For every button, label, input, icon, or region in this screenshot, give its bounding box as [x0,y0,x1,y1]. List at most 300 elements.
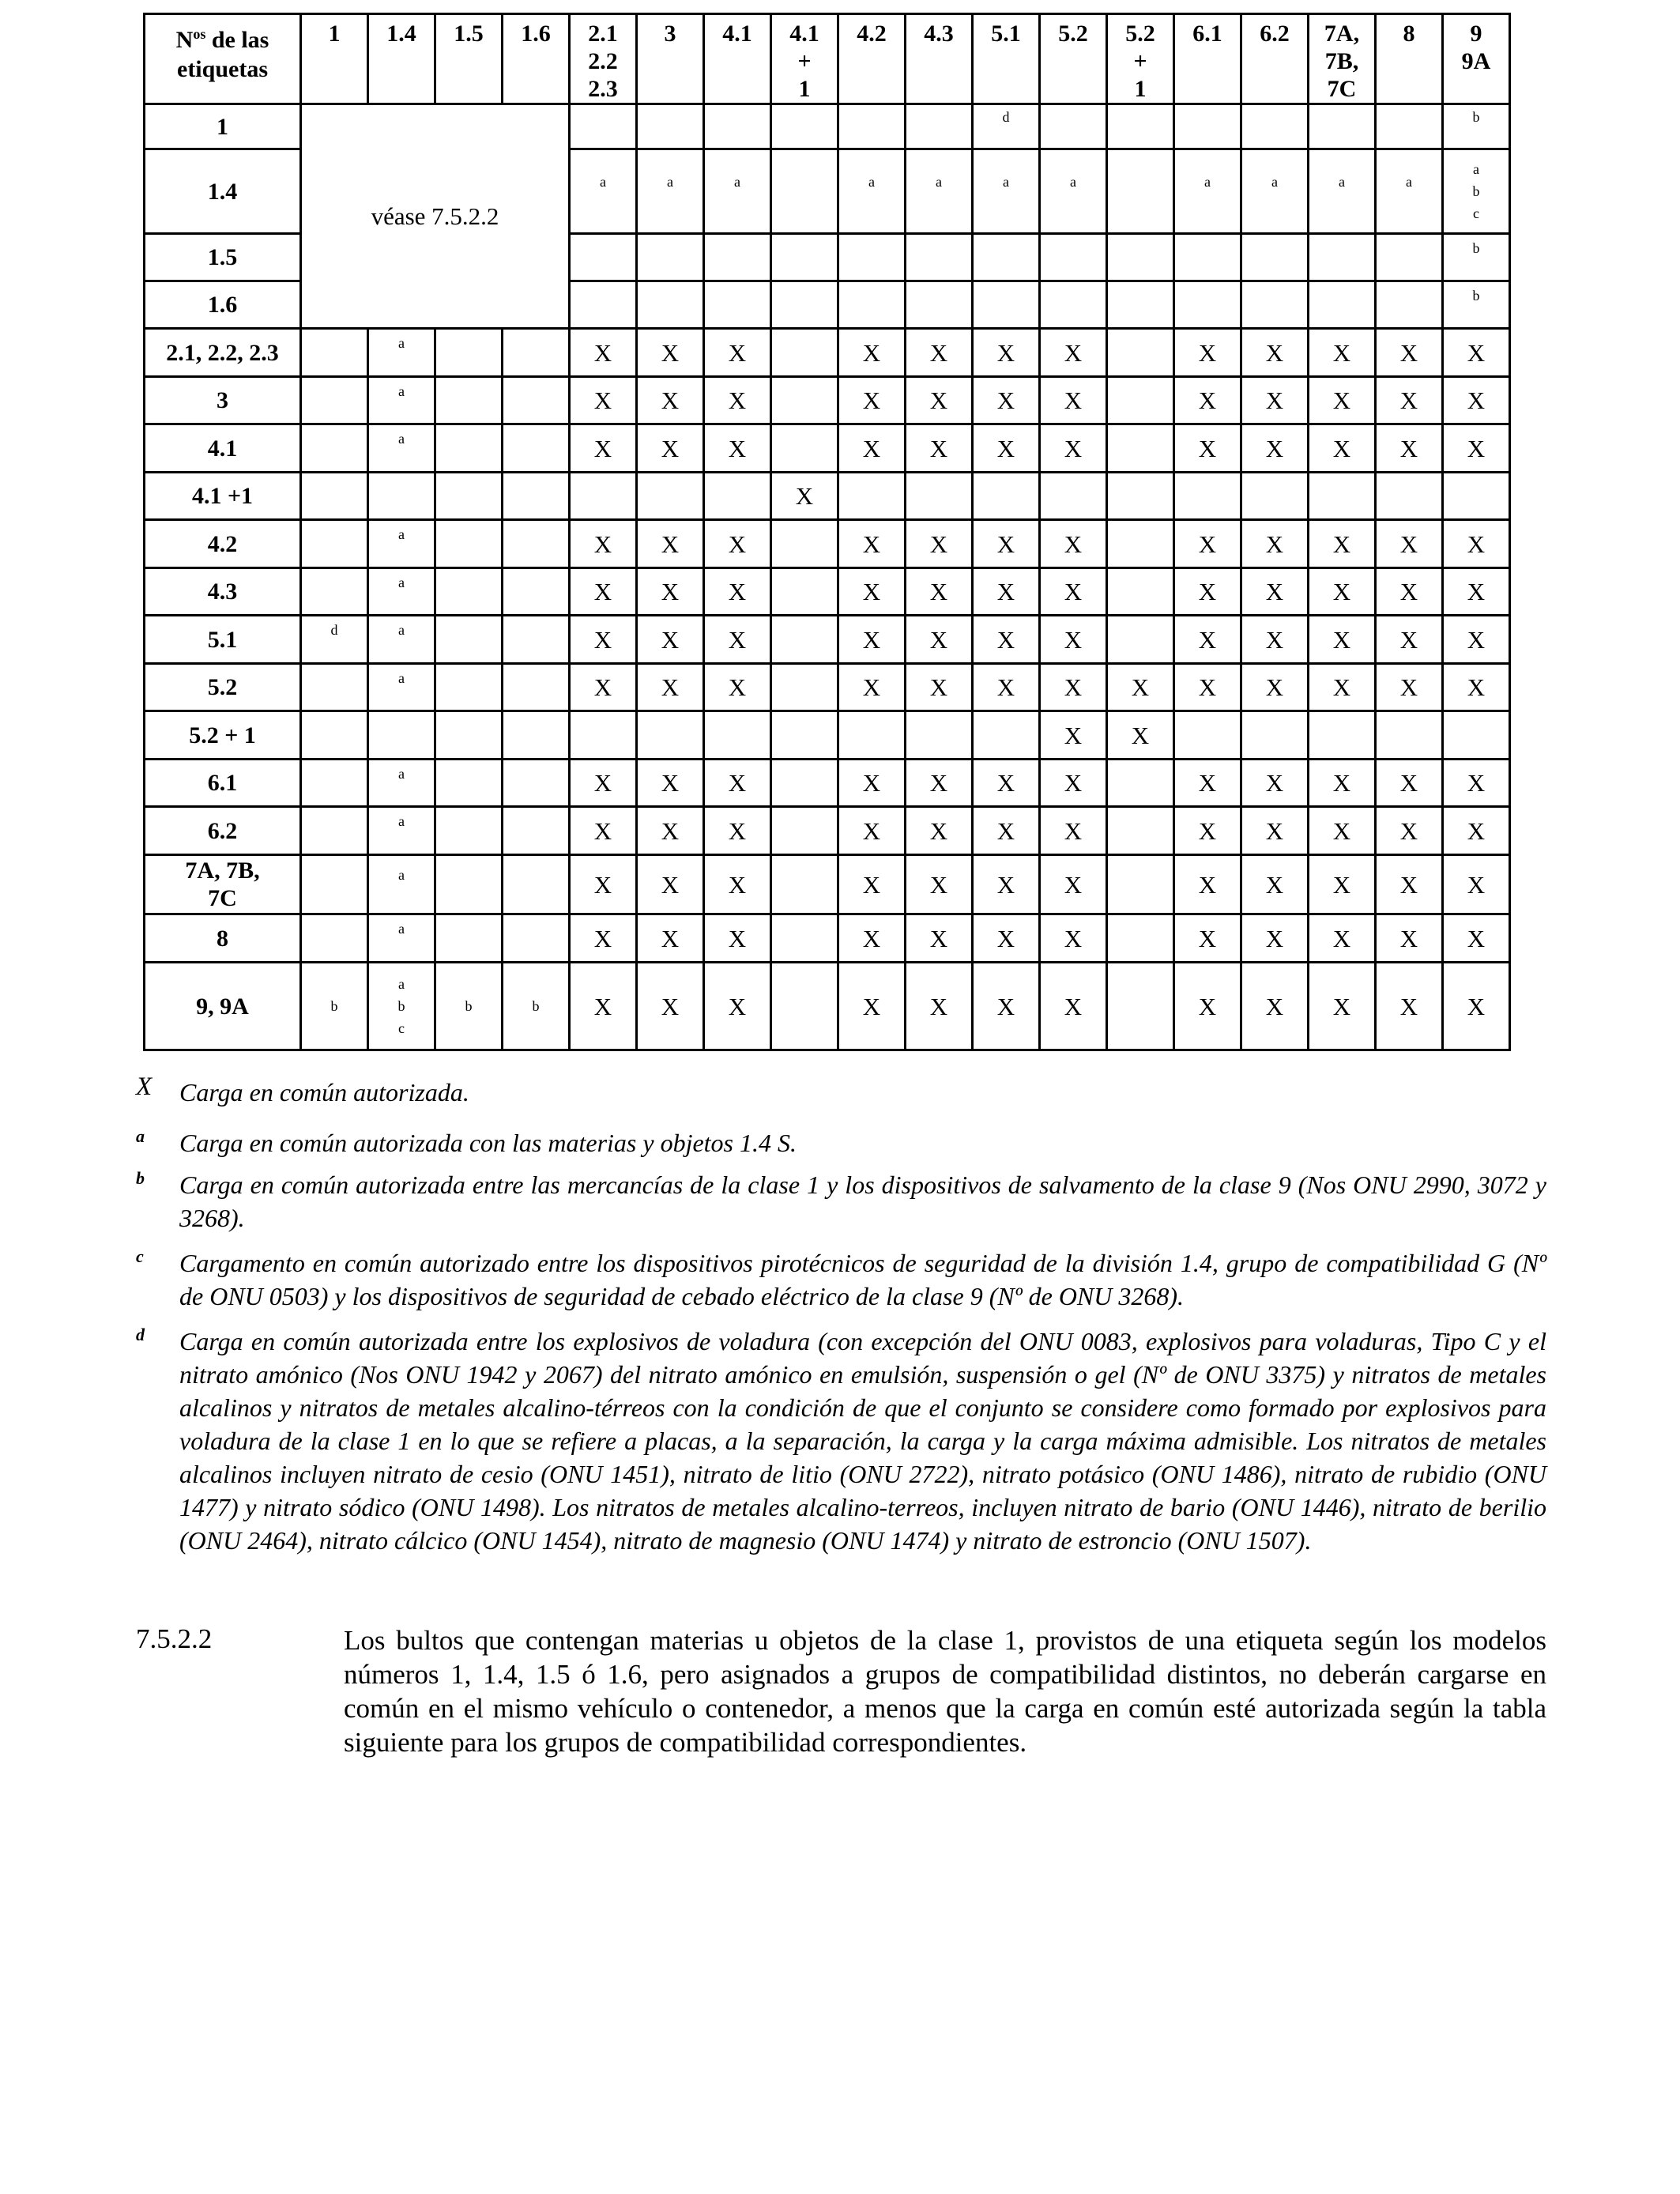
allowed-mark: X [661,578,680,605]
table-cell [973,855,1040,914]
allowed-mark: X [1131,721,1150,749]
table-cell [503,807,570,855]
allowed-mark: X [661,992,680,1020]
allowed-mark: X [1064,721,1083,749]
table-row [145,664,1510,711]
table-cell [1040,234,1107,281]
footnote-mark: b [1472,287,1480,303]
row-header: 4.2 [145,520,301,568]
table-cell [1241,914,1309,963]
table-cell [838,281,906,329]
table-cell [704,568,771,616]
table-cell [637,473,704,520]
table-cell [838,104,906,149]
table-cell [838,568,906,616]
allowed-mark: X [929,992,948,1020]
allowed-mark: X [1399,673,1418,701]
allowed-mark: X [1198,816,1217,845]
table-cell [1443,424,1510,473]
table-cell [1040,760,1107,807]
footnote-mark: a [600,174,606,190]
allowed-mark: X [929,530,948,558]
table-cell [1107,234,1174,281]
allowed-mark: X [661,338,680,367]
footnote-mark: a b c [397,976,405,1036]
column-header: 5.2 [1040,14,1107,104]
allowed-mark: X [1265,530,1284,558]
footnote-mark: b [1472,109,1480,125]
table-cell [301,711,368,760]
table-cell [1309,104,1376,149]
column-header: 4.1 + 1 [771,14,838,104]
allowed-mark: X [593,924,612,952]
table-cell [1241,760,1309,807]
allowed-mark: X [929,870,948,899]
table-cell [1376,711,1443,760]
allowed-mark: X [929,386,948,414]
table-cell [1241,807,1309,855]
table-cell [637,914,704,963]
footnote-mark: a [936,174,942,190]
allowed-mark: X [728,578,747,605]
table-cell [1376,963,1443,1050]
table-cell [771,760,838,807]
table-cell [1241,855,1309,914]
allowed-mark: X [1064,673,1083,701]
allowed-mark: X [593,992,612,1020]
table-cell [704,149,771,234]
table-cell [973,104,1040,149]
allowed-mark: X [1332,530,1351,558]
footnote-mark: a b c [1472,161,1480,221]
allowed-mark: X [795,482,814,510]
row-header: 5.2 [145,664,301,711]
allowed-mark: X [1198,434,1217,462]
table-cell [503,616,570,664]
allowed-mark: X [728,673,747,701]
table-cell [503,520,570,568]
allowed-mark: X [1332,386,1351,414]
allowed-mark: X [929,338,948,367]
allowed-mark: X [996,625,1015,654]
table-cell [704,616,771,664]
footnote-mark: a [398,765,405,782]
table-cell [1107,963,1174,1050]
footnote-text: Carga en común autorizada entre los explosivos de voladura (con excepción del ONU 0083, explosivos para voladuras, Tipo C y el nitrato amónico (Nos ONU 1942 y 2067) del nitrato amónico en emulsión, suspensión o gel (Nº de ONU 3375) y nitratos de metales alcalinos y nitratos de metales alcalino-térreos con la condición de que el conjunto se considere como formado por explosivos para voladura de la clase 1 en lo que se refiere a placas, a la separación, la carga y la carga máxima admisible. Los nitratos de metales alcalinos incluyen nitrato de cesio (ONU 1451), nitrato de litio (ONU 2722), nitrato potásico (ONU 1486), nitrato de rubidio (ONU 1477) y nitrato sódico (ONU 1498). Los nitratos de metales alcalino-terreos, incluyen nitrato de bario (ONU 1446), nitrato de berilio (ONU 2464), nitrato cálcico (ONU 1454), nitrato de magnesio (ONU 1474) y nitrato de estroncio (ONU 1507). [179,1327,1546,1555]
column-header: 6.1 [1174,14,1241,104]
table-cell [368,377,435,424]
table-cell [838,963,906,1050]
footnote-mark: a [398,867,405,883]
row-header: 1.6 [145,281,301,329]
table-cell [906,104,973,149]
table-cell [1174,914,1241,963]
table-cell [435,711,503,760]
allowed-mark: X [1467,625,1486,654]
allowed-mark: X [593,434,612,462]
table-cell [637,104,704,149]
footnote-mark: a [398,383,405,399]
table-cell [1443,807,1510,855]
table-cell [570,377,637,424]
table-cell [435,329,503,377]
table-cell [973,963,1040,1050]
table-row [145,807,1510,855]
table-cell [570,711,637,760]
table-cell [1241,424,1309,473]
table-cell [301,855,368,914]
allowed-mark: X [996,434,1015,462]
table-cell [704,473,771,520]
footnote-mark: a [398,431,405,447]
column-header: 1.6 [503,14,570,104]
table-cell [637,377,704,424]
allowed-mark: X [1064,769,1083,797]
table-cell [906,424,973,473]
table-cell [503,914,570,963]
allowed-mark: X [1332,870,1351,899]
table-cell [771,329,838,377]
table-cell [368,473,435,520]
table-cell [1443,234,1510,281]
table-cell [368,914,435,963]
footnote-marker: d [136,1325,145,1344]
allowed-mark: X [1198,673,1217,701]
see-reference-cell: véase 7.5.2.2 [301,104,570,329]
allowed-mark: X [1064,870,1083,899]
allowed-mark: X [1265,769,1284,797]
allowed-mark: X [862,816,881,845]
allowed-mark: X [661,530,680,558]
column-header: 4.2 [838,14,906,104]
table-cell [771,377,838,424]
allowed-mark: X [661,673,680,701]
allowed-mark: X [862,625,881,654]
footnote-mark: d [1002,109,1010,125]
allowed-mark: X [1265,924,1284,952]
allowed-mark: X [996,769,1015,797]
table-cell [1241,711,1309,760]
table-cell [771,520,838,568]
allowed-mark: X [996,386,1015,414]
footnote-text: Cargamento en común autorizado entre los dispositivos pirotécnicos de seguridad de la división 1.4, grupo de compatibilidad G (Nº de ONU 0503) y los dispositivos de seguridad de cebado eléctrico de la clase 9 (Nº de ONU 3268). [179,1249,1546,1310]
row-header: 4.1 [145,424,301,473]
table-cell [906,914,973,963]
table-cell [1443,473,1510,520]
table-cell [368,424,435,473]
table-cell [838,760,906,807]
table-cell [704,963,771,1050]
allowed-mark: X [929,434,948,462]
header-row [145,14,1510,104]
table-cell [838,377,906,424]
table-cell [771,664,838,711]
table-cell [1174,664,1241,711]
table-cell [973,281,1040,329]
table-cell [838,329,906,377]
footnote-mark: a [1406,174,1412,190]
row-header: 4.1 +1 [145,473,301,520]
allowed-mark: X [1265,992,1284,1020]
table-cell [435,807,503,855]
table-cell [637,616,704,664]
table-cell [1040,616,1107,664]
table-cell [1443,616,1510,664]
table-cell [838,424,906,473]
allowed-mark: X [862,673,881,701]
table-cell [1241,281,1309,329]
table-cell [1443,104,1510,149]
table-cell [435,914,503,963]
table-cell [1107,855,1174,914]
table-cell [637,963,704,1050]
table-cell [1174,234,1241,281]
allowed-mark: X [593,530,612,558]
table-cell [973,568,1040,616]
row-header: 6.1 [145,760,301,807]
table-cell [435,520,503,568]
table-cell [838,664,906,711]
table-cell [368,329,435,377]
allowed-mark: X [996,338,1015,367]
allowed-mark: X [1064,338,1083,367]
table-cell [973,473,1040,520]
table-row [145,616,1510,664]
table-cell [1174,149,1241,234]
table-cell [503,711,570,760]
footnote-mark: a [398,921,405,937]
table-cell [1107,377,1174,424]
allowed-mark: X [1399,530,1418,558]
table-cell [301,664,368,711]
allowed-mark: X [728,870,747,899]
table-cell [906,711,973,760]
table-cell [637,329,704,377]
table-cell [1241,616,1309,664]
table-cell [906,329,973,377]
table-cell [1376,520,1443,568]
section-number: 7.5.2.2 [136,1623,213,1654]
table-cell [368,520,435,568]
allowed-mark: X [1198,386,1217,414]
table-cell [771,424,838,473]
allowed-mark: X [1332,434,1351,462]
allowed-mark: X [593,769,612,797]
table-cell [704,329,771,377]
allowed-mark: X [1399,578,1418,605]
allowed-mark: X [996,673,1015,701]
allowed-mark: X [728,625,747,654]
table-cell [704,914,771,963]
table-cell [1040,149,1107,234]
table-cell [570,963,637,1050]
table-cell [1040,855,1107,914]
table-cell [1443,855,1510,914]
allowed-mark: X [593,578,612,605]
table-cell [1309,664,1376,711]
allowed-mark: X [661,870,680,899]
table-cell [973,711,1040,760]
table-cell [1309,914,1376,963]
footnote-mark: a [398,526,405,542]
allowed-mark: X [1198,530,1217,558]
table-cell [637,520,704,568]
allowed-mark: X [929,924,948,952]
table-cell [838,855,906,914]
allowed-mark: X [862,578,881,605]
column-header: 9 9A [1443,14,1510,104]
footnote-mark: a [734,174,740,190]
allowed-mark: X [728,924,747,952]
column-header: 1 [301,14,368,104]
table-cell [1241,329,1309,377]
table-row [145,760,1510,807]
table-cell [1376,760,1443,807]
column-header: 5.1 [973,14,1040,104]
table-cell [570,149,637,234]
table-cell [1443,281,1510,329]
table-cell [1241,963,1309,1050]
allowed-mark: X [661,769,680,797]
table-cell [637,149,704,234]
table-cell [637,807,704,855]
allowed-mark: X [1332,924,1351,952]
table-cell [704,520,771,568]
table-cell [368,963,435,1050]
allowed-mark: X [661,924,680,952]
allowed-mark: X [929,625,948,654]
table-cell [906,473,973,520]
allowed-mark: X [1467,338,1486,367]
table-cell [435,855,503,914]
allowed-mark: X [1332,769,1351,797]
footnote-mark: b [532,998,540,1014]
table-cell [1107,520,1174,568]
allowed-mark: X [1064,816,1083,845]
table-cell [637,760,704,807]
allowed-mark: X [1265,625,1284,654]
footnote-mark: a [1070,174,1076,190]
table-cell [503,664,570,711]
table-cell [301,963,368,1050]
allowed-mark: X [1265,870,1284,899]
table-cell [1376,914,1443,963]
table-cell [973,807,1040,855]
table-cell [704,711,771,760]
allowed-mark: X [1399,816,1418,845]
table-cell [1443,664,1510,711]
table-cell [1443,568,1510,616]
footnote-mark: a [1003,174,1009,190]
table-cell [906,568,973,616]
table-cell [1107,807,1174,855]
table-cell [301,520,368,568]
table-cell [1309,616,1376,664]
allowed-mark: X [1265,338,1284,367]
table-cell [637,568,704,616]
table-cell [1040,963,1107,1050]
allowed-mark: X [1198,870,1217,899]
column-header: 3 [637,14,704,104]
table-cell [637,855,704,914]
footnote-mark: b [1472,239,1480,256]
table-cell [1107,424,1174,473]
table-cell [1443,377,1510,424]
row-header: 7A, 7B, 7C [145,855,301,914]
table-cell [1309,281,1376,329]
table-cell [704,807,771,855]
footnote-mark: a [1339,174,1345,190]
table-cell [838,914,906,963]
table-cell [1107,568,1174,616]
table-row [145,377,1510,424]
table-cell [973,914,1040,963]
footnote-mark: a [868,174,875,190]
table-cell [301,377,368,424]
row-header: 5.1 [145,616,301,664]
table-row [145,329,1510,377]
table-cell [1040,377,1107,424]
allowed-mark: X [1399,434,1418,462]
table-cell [1040,568,1107,616]
table-cell [1376,616,1443,664]
footnote-mark: a [398,622,405,638]
table-cell [1174,616,1241,664]
allowed-mark: X [1064,386,1083,414]
allowed-mark: X [1399,769,1418,797]
table-cell [1443,914,1510,963]
footnote-mark: a [1271,174,1278,190]
allowed-mark: X [862,530,881,558]
table-cell [637,281,704,329]
compatibility-table-container [143,13,1511,1051]
table-cell [771,914,838,963]
table-cell [771,807,838,855]
table-cell [973,616,1040,664]
allowed-mark: X [1399,338,1418,367]
table-cell [1309,855,1376,914]
footnote-mark: a [1204,174,1211,190]
table-cell [906,281,973,329]
table-cell [1309,377,1376,424]
table-cell [1107,711,1174,760]
table-cell [1376,149,1443,234]
table-cell [503,963,570,1050]
footnote-mark: b [465,998,473,1014]
table-cell [1107,104,1174,149]
table-cell [1040,914,1107,963]
allowed-mark: X [728,530,747,558]
table-cell [1241,234,1309,281]
allowed-mark: X [1467,769,1486,797]
allowed-mark: X [1265,816,1284,845]
allowed-mark: X [1467,530,1486,558]
table-cell [503,329,570,377]
table-cell [1107,281,1174,329]
table-cell [435,963,503,1050]
allowed-mark: X [929,673,948,701]
footnote-mark: b [330,998,338,1014]
table-cell [570,520,637,568]
table-cell [704,234,771,281]
table-cell [973,377,1040,424]
table-cell [368,664,435,711]
table-cell [1241,568,1309,616]
table-cell [435,377,503,424]
column-header: 4.3 [906,14,973,104]
table-cell [906,963,973,1050]
table-cell [570,104,637,149]
